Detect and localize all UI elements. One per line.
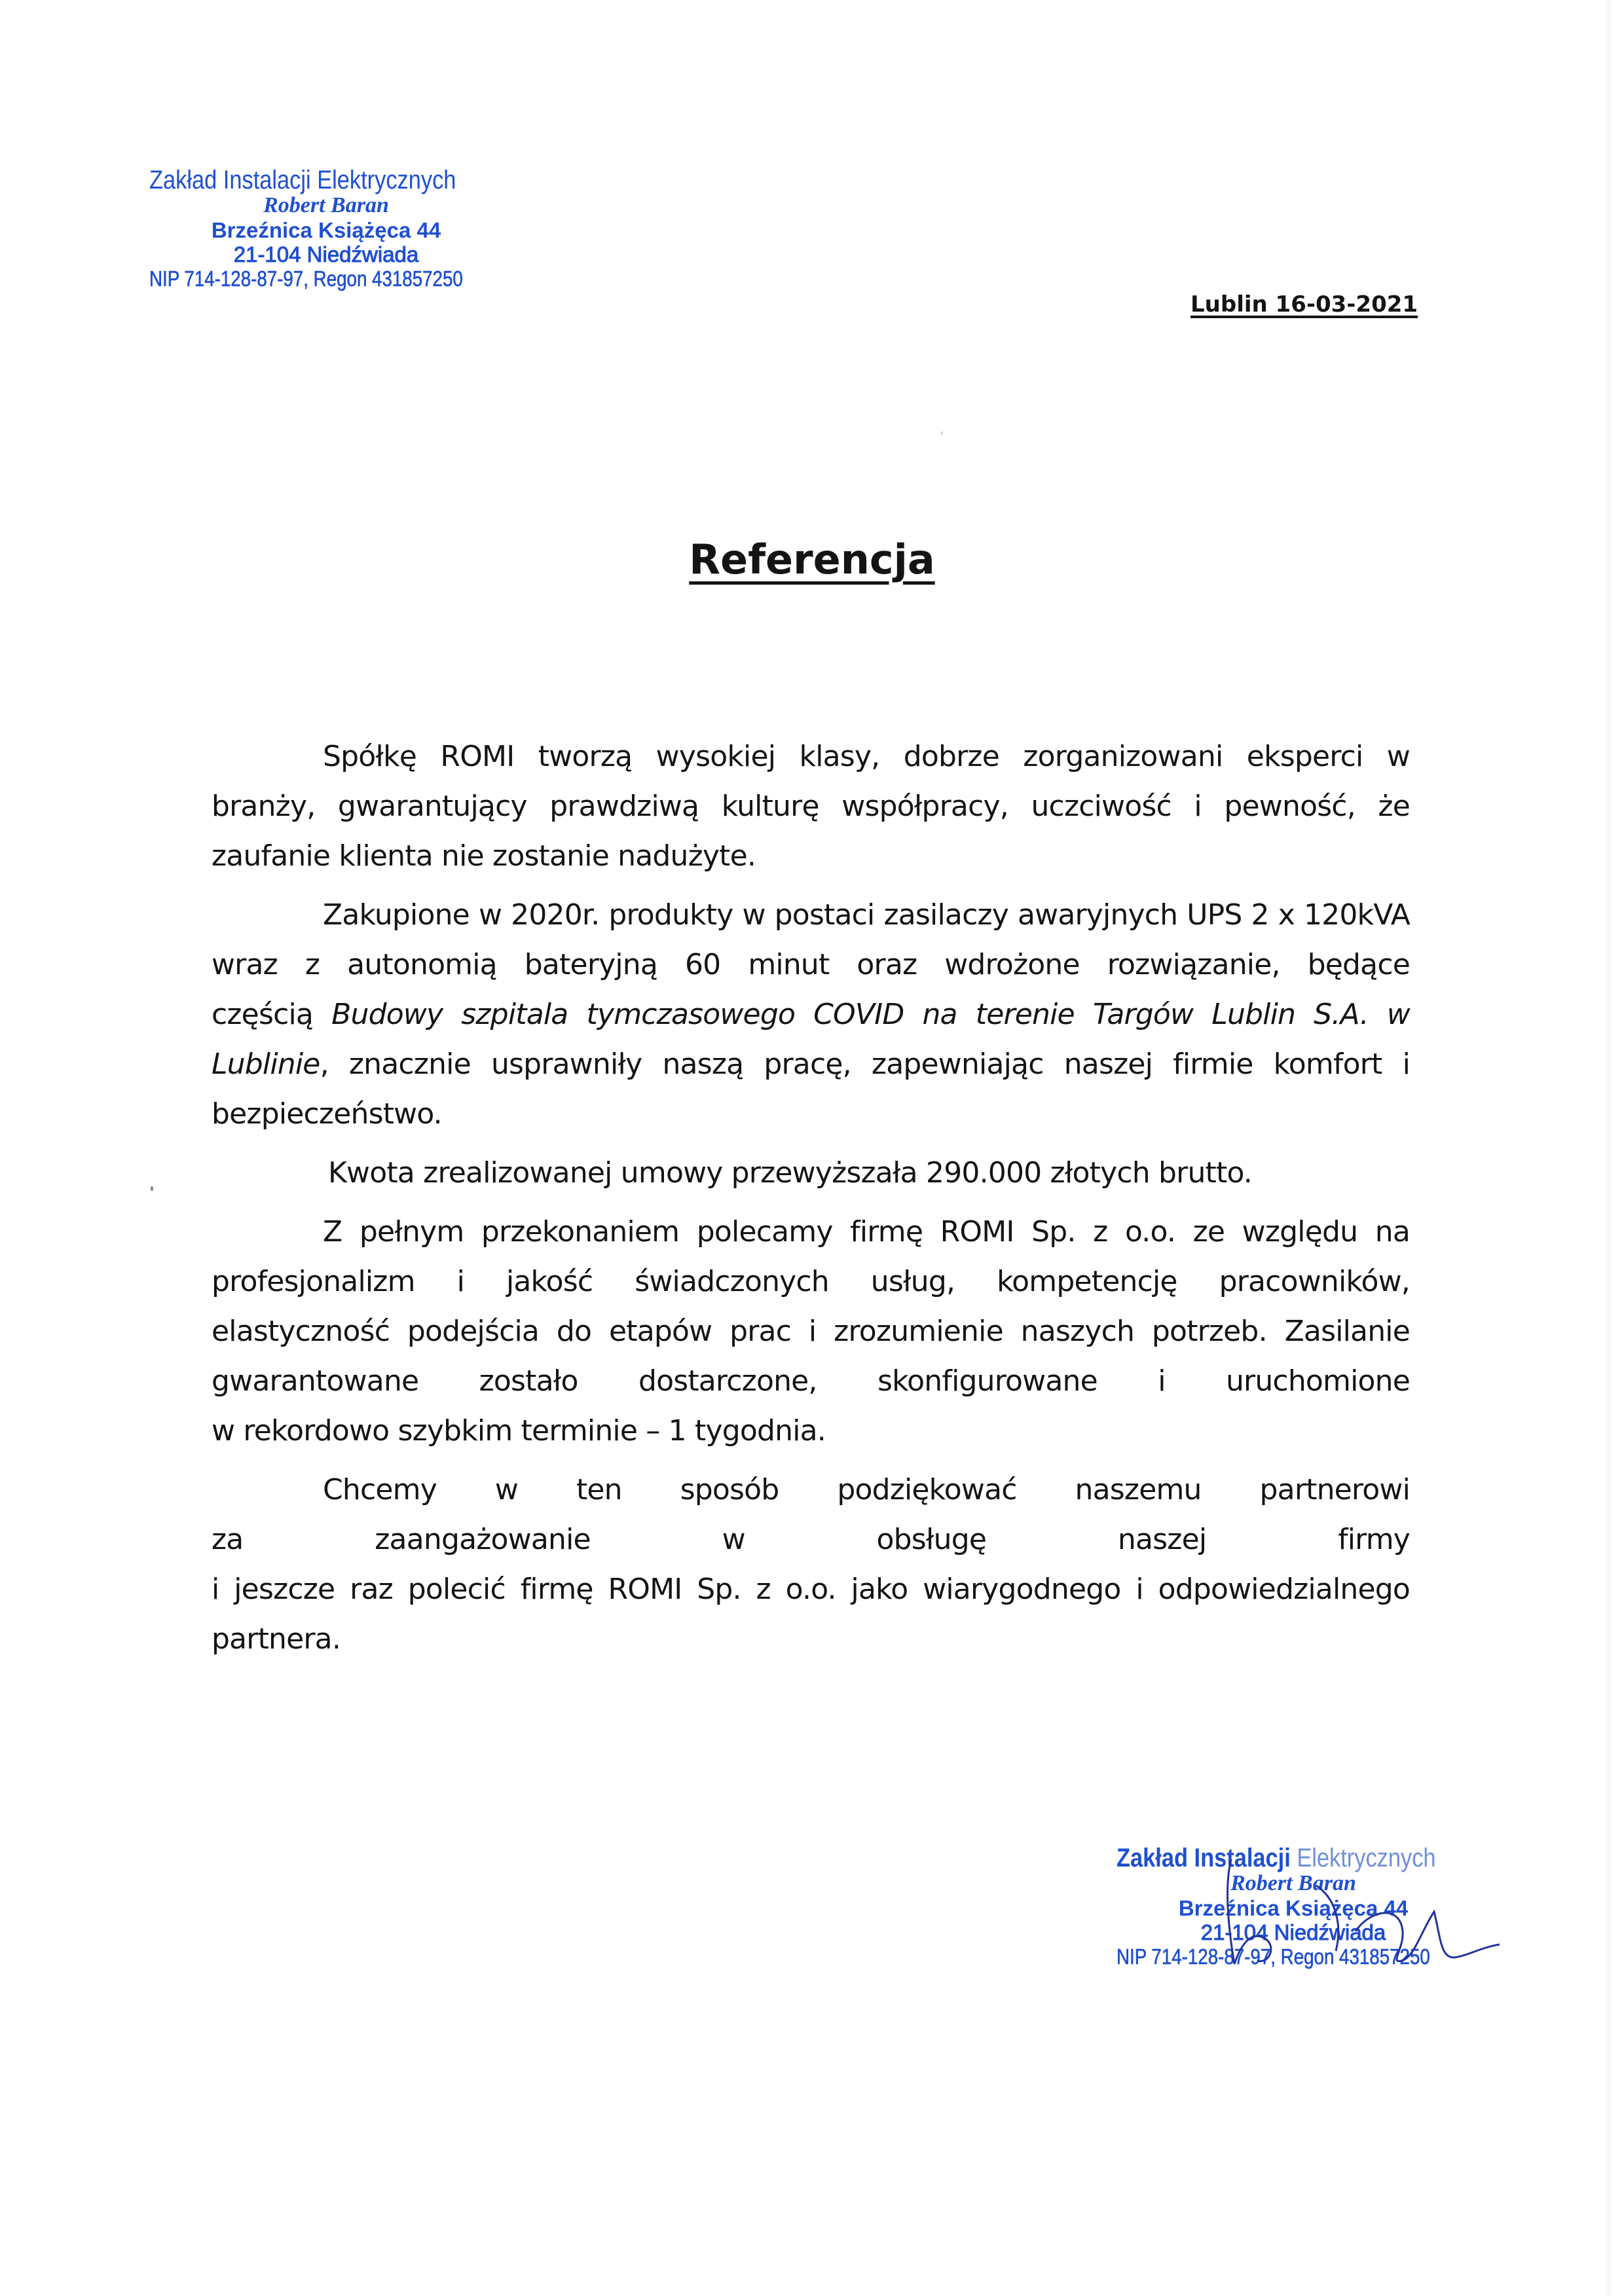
scan-speck: [151, 1186, 153, 1191]
paragraph-line: profesjonalizm i jakość świadczonych usług, kompetencję pracowników,: [212, 1265, 1410, 1298]
paragraph-3: Kwota zrealizowanej umowy przewyższała 290.000 złotych brutto.: [328, 1156, 1252, 1190]
paragraph-line: bezpieczeństwo.: [212, 1097, 442, 1131]
project-name-italic: Lublinie: [212, 1048, 320, 1081]
stamp-company-smudged: Elektrycznych: [1297, 1844, 1436, 1872]
scan-edge: [1604, 0, 1612, 2296]
project-name-italic: Budowy szpitala tymczasowego COVID na terenie Targów Lublin S.A. w: [331, 998, 1410, 1031]
letter-body: [212, 732, 1410, 1673]
paragraph-line: partnera.: [212, 1622, 341, 1656]
paragraph-line: gwarantowane zostało dostarczone, skonfigurowane i uruchomione: [212, 1364, 1410, 1398]
paragraph-line: Zakupione w 2020r. produkty w postaci zasilaczy awaryjnych UPS 2 x 120kVA: [323, 898, 1410, 932]
handwritten-signature: [1205, 1833, 1506, 1971]
stamp-company-name: Zakład Instalacji Elektrycznych: [149, 166, 456, 194]
paragraph-line: [212, 1040, 1410, 1089]
stamp-postal-city: 21-104 Niedźwiada: [1200, 1920, 1386, 1944]
paragraph-line: Z pełnym przekonaniem polecamy firmę ROMI Sp. z o.o. ze względu na: [323, 1215, 1410, 1248]
scan-speck: [941, 431, 943, 435]
paragraph-line: [212, 990, 1410, 1040]
paragraph-line: zaufanie klienta nie zostanie nadużyte.: [212, 839, 756, 873]
signature-stroke: [1228, 1859, 1271, 1964]
signature-stroke: [1316, 1886, 1500, 1961]
document-title: Referencja: [689, 536, 935, 583]
paragraph-text: częścią: [212, 998, 332, 1031]
paragraph-line: elastyczność podejścia do etapów prac i zrozumienie naszych potrzeb. Zasilanie: [212, 1315, 1410, 1348]
paragraph-line: w rekordowo szybkim terminie – 1 tygodnia.: [212, 1414, 826, 1448]
stamp-street: Brzeźnica Książęca 44: [1178, 1896, 1409, 1920]
stamp-owner: Robert Baran: [263, 193, 389, 217]
paragraph-line: wraz z autonomią bateryjną 60 minut oraz wdrożone rozwiązanie, będące: [212, 948, 1410, 981]
paragraph-line: Spółkę ROMI tworzą wysokiej klasy, dobrze zorganizowani eksperci w: [323, 740, 1410, 773]
paragraph-line: branży, gwarantujący prawdziwą kulturę współpracy, uczciwość i pewność, że: [212, 790, 1410, 823]
stamp-company-visible: Zakład Instalacji: [1116, 1844, 1291, 1872]
stamp-tax-ids: NIP 714-128-87-97, Regon 431857250: [1116, 1944, 1430, 1969]
paragraph-5: [212, 1465, 1410, 1664]
stamp-postal-city: 21-104 Niedźwiada: [233, 242, 419, 266]
company-stamp-header: [149, 167, 503, 289]
paragraph-4: [212, 1207, 1410, 1456]
paragraph-line: i jeszcze raz polecić firmę ROMI Sp. z o.o. jako wiarygodnego i odpowiedzialnego: [212, 1573, 1410, 1606]
paragraph-text: , znacznie usprawniły naszą pracę, zapewniając naszej firmie komfort i: [320, 1048, 1410, 1081]
document-title-wrapper: [0, 536, 1624, 583]
stamp-street: Brzeźnica Książęca 44: [211, 218, 441, 242]
paragraph-line: za zaangażowanie w obsługę naszej firmy: [212, 1523, 1410, 1556]
paragraph-1: [212, 732, 1410, 881]
document-date: Lublin 16-03-2021: [1190, 291, 1418, 318]
stamp-tax-ids: NIP 714-128-87-97, Regon 431857250: [149, 266, 463, 291]
paragraph-line: Chcemy w ten sposób podziękować naszemu partnerowi: [323, 1473, 1410, 1506]
stamp-owner: Robert Baran: [1230, 1871, 1356, 1895]
paragraph-2: [212, 890, 1410, 1139]
